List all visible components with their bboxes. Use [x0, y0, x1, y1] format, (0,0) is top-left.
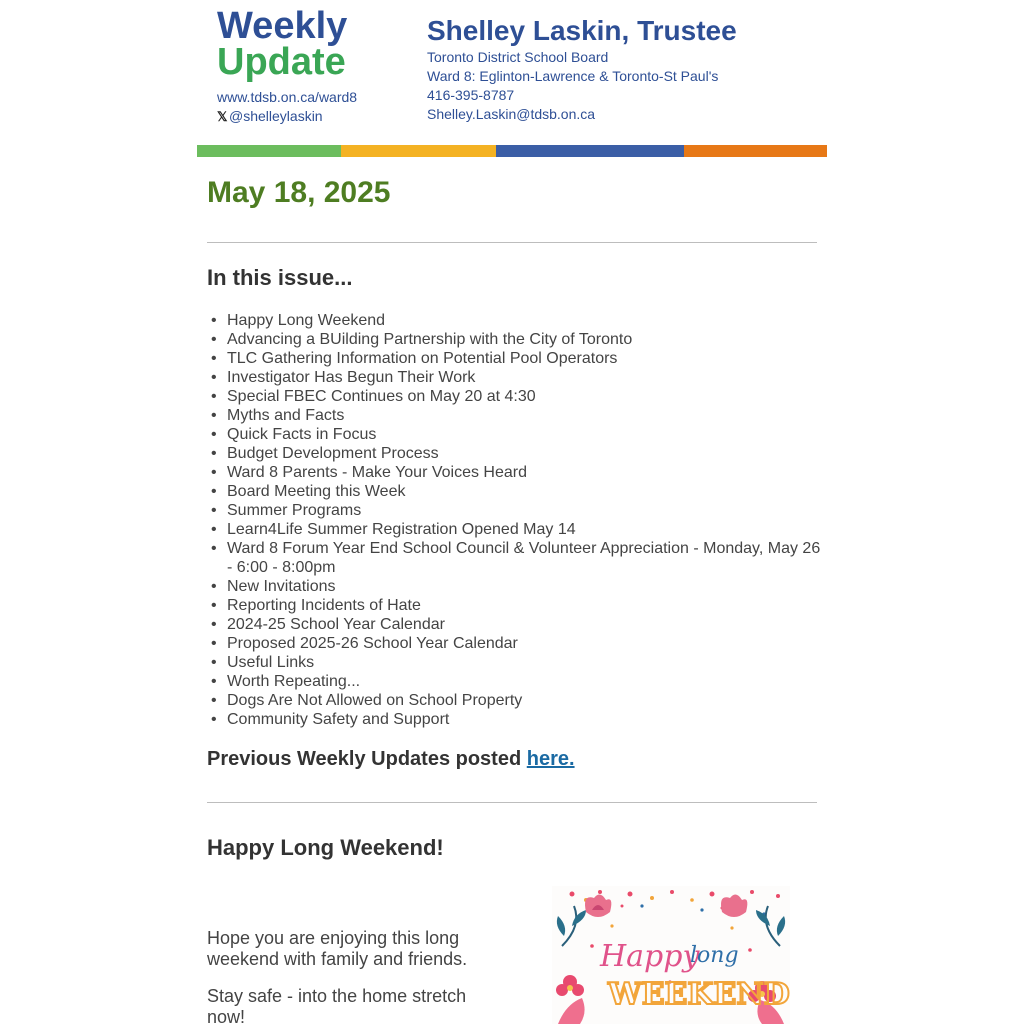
issue-item[interactable]: • Board Meeting this Week	[227, 482, 827, 501]
previous-updates	[207, 748, 575, 771]
issue-item[interactable]: • Ward 8 Forum Year End School Council & Volunteer Appreciation - Monday, May 26 - 6:00 - 8:00pm	[227, 539, 827, 577]
issue-item[interactable]: • TLC Gathering Information on Potential Pool Operators	[227, 349, 827, 368]
color-bar-green	[197, 145, 341, 157]
newsletter	[197, 0, 827, 1027]
x-logo-icon: 𝕏	[217, 109, 228, 124]
issue-list	[207, 311, 827, 729]
happy-paragraph-2: Stay safe - into the home stretch now!	[207, 986, 467, 1027]
color-bar-blue	[496, 145, 684, 157]
happy-long-weekend-image	[552, 886, 790, 1024]
x-handle-link[interactable]	[217, 107, 323, 126]
trustee-info	[427, 14, 737, 124]
email-link[interactable]: Shelley.Laskin@tdsb.on.ca	[427, 106, 596, 122]
issue-date: May 18, 2025	[207, 176, 391, 209]
svg-text:Happy: Happy	[600, 939, 700, 974]
floral-illustration	[552, 886, 790, 1024]
issue-item[interactable]: • Worth Repeating...	[227, 672, 827, 691]
issue-item[interactable]: • Budget Development Process	[227, 444, 827, 463]
in-this-issue-heading: In this issue...	[207, 265, 353, 290]
ward-name: Ward 8: Eglinton-Lawrence & Toronto-St Paul's	[427, 68, 719, 84]
previous-updates-text: Previous Weekly Updates posted	[207, 748, 527, 770]
issue-item[interactable]: • Community Safety and Support	[227, 710, 827, 729]
issue-item[interactable]: • Learn4Life Summer Registration Opened May 14	[227, 520, 827, 539]
issue-item[interactable]: • New Invitations	[227, 577, 827, 596]
previous-updates-link[interactable]: here.	[526, 748, 575, 770]
issue-item[interactable]: • Investigator Has Begun Their Work	[227, 368, 827, 387]
issue-item[interactable]: • 2024-25 School Year Calendar	[227, 615, 827, 634]
svg-text:long: long	[690, 943, 739, 968]
color-bar-yellow	[341, 145, 496, 157]
issue-item[interactable]: • Happy Long Weekend	[227, 311, 827, 330]
issue-item[interactable]: • Useful Links	[227, 653, 827, 672]
issue-item[interactable]: • Proposed 2025-26 School Year Calendar	[227, 634, 827, 653]
issue-item[interactable]: • Special FBEC Continues on May 20 at 4:30	[227, 387, 827, 406]
color-bar	[197, 145, 827, 157]
website-link[interactable]: www.tdsb.on.ca/ward8	[217, 89, 358, 105]
issue-item[interactable]: • Summer Programs	[227, 501, 827, 520]
brand-weekly: Weekly	[217, 5, 348, 47]
happy-paragraph-1: Hope you are enjoying this long weekend with family and friends.	[207, 928, 468, 969]
trustee-name: Shelley Laskin, Trustee	[427, 15, 737, 46]
issue-item[interactable]: • Dogs Are Not Allowed on School Property	[227, 691, 827, 710]
divider	[207, 242, 817, 243]
divider	[207, 802, 817, 803]
color-bar-orange	[684, 145, 827, 157]
happy-long-weekend-heading: Happy Long Weekend!	[207, 835, 444, 860]
brand-update: Update	[217, 41, 346, 83]
issue-item[interactable]: • Myths and Facts	[227, 406, 827, 425]
phone-number: 416-395-8787	[427, 87, 515, 103]
issue-item[interactable]: • Reporting Incidents of Hate	[227, 596, 827, 615]
issue-item[interactable]: • Ward 8 Parents - Make Your Voices Heard	[227, 463, 827, 482]
issue-item[interactable]: • Advancing a BUilding Partnership with the City of Toronto	[227, 330, 827, 349]
x-handle: @shelleylaskin	[229, 108, 323, 124]
issue-item[interactable]: • Quick Facts in Focus	[227, 425, 827, 444]
board-name: Toronto District School Board	[427, 49, 609, 65]
brand-logo	[217, 5, 348, 83]
svg-text:WEEKEND: WEEKEND	[608, 977, 790, 1012]
